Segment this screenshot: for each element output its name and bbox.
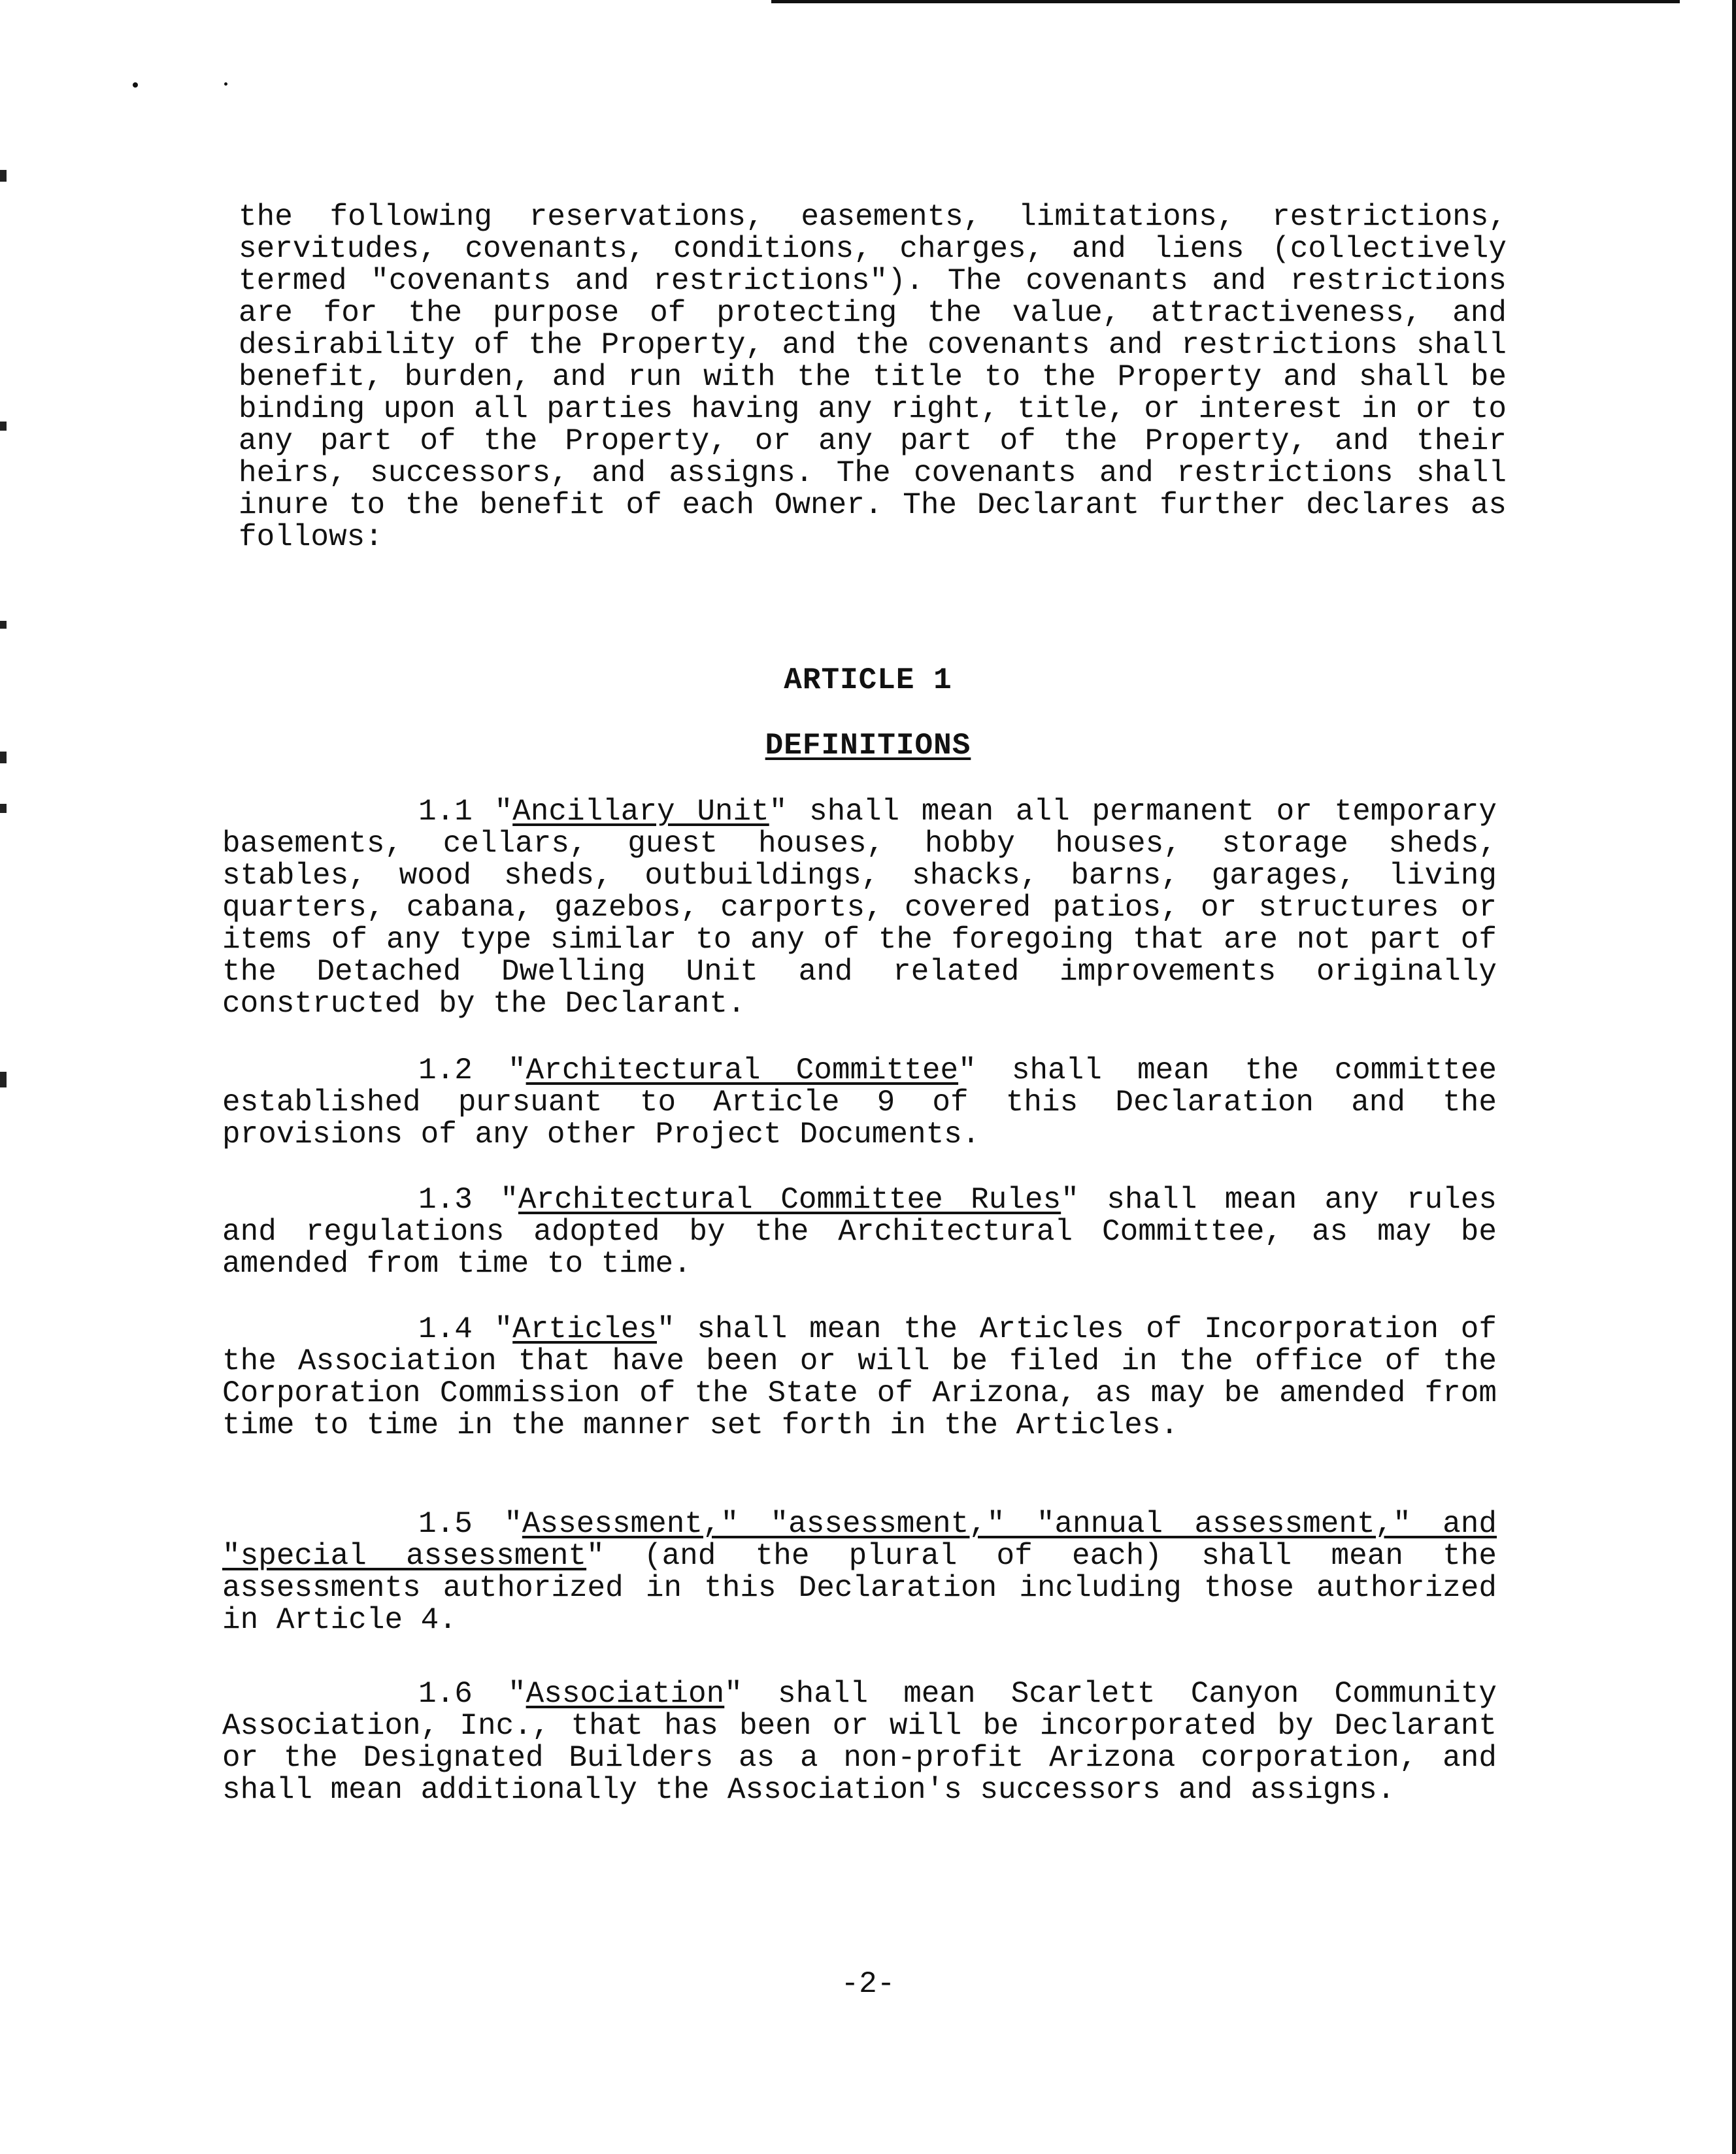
definition-term: Articles — [512, 1312, 657, 1346]
scan-edge-mark-3 — [0, 621, 7, 629]
scan-right-edge — [1732, 0, 1736, 2154]
definition-architectural-committee-rules — [222, 1184, 1497, 1280]
intro-paragraph: the following reservations, easements, limitations, restrictions, servitudes, covenants, conditions, charges, and liens (collectively termed "covenants and restrictions"). The covenants and restrictions are for the purpose of protecting the value, attractiveness, and desirability of the Property, and the covenants and restrictions shall benefit, burden, and run with the title to the Property and shall be binding upon all parties having any right, title, or interest in or to any part of the Property, or any part of the Property, and their heirs, successors, and assigns. The covenants and restrictions shall inure to the benefit of each Owner. The Declarant further declares as follows: — [239, 200, 1507, 554]
definition-body: " shall mean Scarlett Canyon Community Association, Inc., that has been or will be incorporated by Declarant or the Designated Builders as a non-profit Arizona corporation, and shall mean additionally the Association's successors and assigns. — [222, 1677, 1497, 1807]
scan-edge-mark-6 — [0, 1072, 7, 1087]
definition-body: " (and the plural of each) shall mean the assessments authorized in this Declaration including those authorized in Article 4. — [222, 1539, 1497, 1637]
definition-body: " shall mean the Articles of Incorporation of the Association that have been or will be filed in the office of the Corporation Commission of the State of Arizona, as may be amended from time to time in the manner set forth in the Articles. — [222, 1312, 1497, 1442]
definition-number: 1.2 — [418, 1053, 473, 1087]
definition-term: Architectural Committee — [526, 1053, 959, 1087]
definition-term: Ancillary Unit — [512, 795, 769, 829]
definition-term: Architectural Committee Rules — [518, 1183, 1061, 1217]
scan-edge-mark-2 — [0, 422, 7, 431]
definition-term: Assessment," "assessment," "annual assessment," and "special assessment — [222, 1507, 1497, 1573]
definition-number: 1.3 — [418, 1183, 473, 1217]
scan-speck-1 — [133, 82, 138, 88]
definition-term: Association — [526, 1677, 725, 1711]
definition-number: 1.5 — [418, 1507, 473, 1541]
definitions-heading — [0, 729, 1736, 763]
definition-open-quote: " — [494, 795, 513, 829]
definition-architectural-committee — [222, 1055, 1497, 1151]
definition-ancillary-unit — [222, 796, 1497, 1020]
scan-speck-2 — [224, 82, 227, 86]
definition-open-quote: " — [508, 1677, 526, 1711]
scan-edge-mark-5 — [0, 804, 7, 813]
definition-body: " shall mean any rules and regulations adopted by the Architectural Committee, as may be amended from time to time. — [222, 1183, 1497, 1281]
scan-top-rule — [771, 0, 1680, 3]
definition-open-quote: " — [508, 1053, 526, 1087]
definition-body: " shall mean all permanent or temporary basements, cellars, guest houses, hobby houses, storage sheds, stables, wood sheds, outbuildings, shacks, barns, garages, living quarters, cabana, gazebos, carports, covered patios, or structures or items of any type similar to any of the foregoing that are not part of the Detached Dwelling Unit and related improvements originally constructed by the Declarant. — [222, 795, 1497, 1021]
page-number: -2- — [841, 1967, 895, 2001]
definition-number: 1.4 — [418, 1312, 473, 1346]
scan-edge-mark-1 — [0, 170, 7, 182]
definitions-heading-text: DEFINITIONS — [765, 729, 971, 763]
article-heading: ARTICLE 1 — [784, 663, 952, 697]
definition-body: " shall mean the committee established pursuant to Article 9 of this Declaration and the provisions of any other Project Documents. — [222, 1053, 1497, 1152]
definition-articles — [222, 1314, 1497, 1442]
definition-open-quote: " — [504, 1507, 522, 1541]
definition-assessment — [222, 1508, 1497, 1636]
definition-open-quote: " — [494, 1312, 513, 1346]
definition-open-quote: " — [500, 1183, 518, 1217]
definition-number: 1.6 — [418, 1677, 473, 1711]
definition-number: 1.1 — [418, 795, 473, 829]
definition-association — [222, 1678, 1497, 1806]
